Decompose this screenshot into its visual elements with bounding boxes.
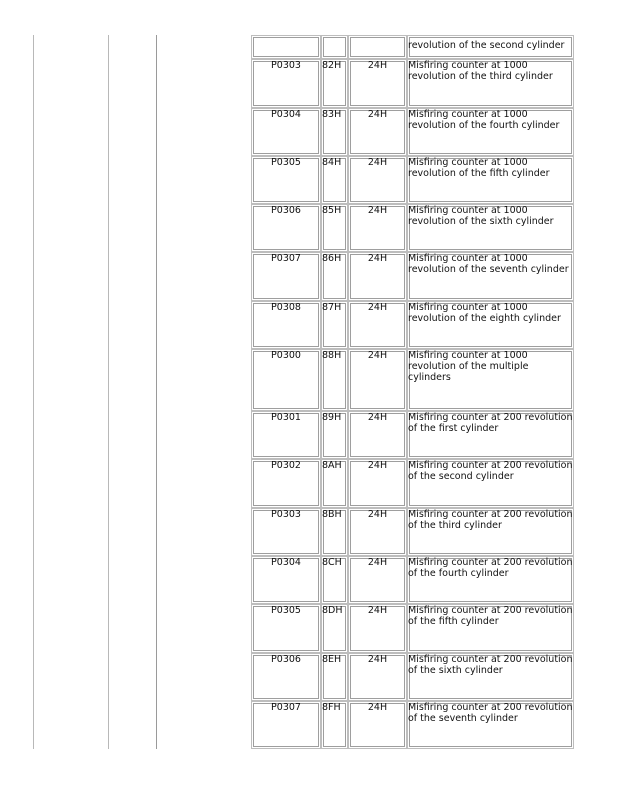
description-cell: Misfiring counter at 1000 revolution of the third cylinder xyxy=(407,59,574,108)
table-row xyxy=(33,653,574,701)
value-cell: 24H xyxy=(348,459,407,508)
code-cell: P0304 xyxy=(251,108,321,156)
value-cell: 24H xyxy=(348,108,407,156)
code-cell: P0303 xyxy=(251,59,321,108)
address-cell: 8AH xyxy=(321,459,348,508)
value-cell: 24H xyxy=(348,59,407,108)
code-cell: P0307 xyxy=(251,252,321,301)
description-cell: Misfiring counter at 1000 revolution of the eighth cylinder xyxy=(407,301,574,349)
value-cell: 24H xyxy=(348,701,407,749)
code-cell: P0306 xyxy=(251,653,321,701)
code-cell: P0302 xyxy=(251,459,321,508)
description-cell: Misfiring counter at 200 revolution of the first cylinder xyxy=(407,411,574,459)
code-cell: P0306 xyxy=(251,204,321,252)
description-cell: Misfiring counter at 1000 revolution of the sixth cylinder xyxy=(407,204,574,252)
value-cell: 24H xyxy=(348,508,407,556)
description-cell: Misfiring counter at 200 revolution of the sixth cylinder xyxy=(407,653,574,701)
address-cell: 82H xyxy=(321,59,348,108)
code-cell: P0305 xyxy=(251,156,321,204)
table-row xyxy=(33,252,574,301)
description-cell: Misfiring counter at 1000 revolution of the seventh cylinder xyxy=(407,252,574,301)
table-row xyxy=(33,701,574,749)
code-cell: P0305 xyxy=(251,604,321,653)
address-cell: 85H xyxy=(321,204,348,252)
value-cell: 24H xyxy=(348,204,407,252)
value-cell: 24H xyxy=(348,411,407,459)
code-cell: P0300 xyxy=(251,349,321,411)
table-row xyxy=(33,35,574,59)
table-row xyxy=(33,604,574,653)
value-cell: 24H xyxy=(348,349,407,411)
code-cell: P0308 xyxy=(251,301,321,349)
description-cell: Misfiring counter at 200 revolution of the fourth cylinder xyxy=(407,556,574,604)
description-cell: Misfiring counter at 200 revolution of the fifth cylinder xyxy=(407,604,574,653)
table-row xyxy=(33,508,574,556)
value-cell: 24H xyxy=(348,604,407,653)
table-row xyxy=(33,204,574,252)
table-row xyxy=(33,459,574,508)
description-cell: revolution of the second cylinder xyxy=(407,35,574,59)
code-cell: P0304 xyxy=(251,556,321,604)
table-row xyxy=(33,556,574,604)
description-cell: Misfiring counter at 1000 revolution of the multiple cylinders xyxy=(407,349,574,411)
address-cell: 87H xyxy=(321,301,348,349)
value-cell: 24H xyxy=(348,653,407,701)
code-cell: P0303 xyxy=(251,508,321,556)
description-cell: Misfiring counter at 200 revolution of the seventh cylinder xyxy=(407,701,574,749)
address-cell: 84H xyxy=(321,156,348,204)
address-cell: 8BH xyxy=(321,508,348,556)
code-cell: P0307 xyxy=(251,701,321,749)
address-cell: 8DH xyxy=(321,604,348,653)
table-row xyxy=(33,156,574,204)
value-cell: 24H xyxy=(348,252,407,301)
address-cell: 83H xyxy=(321,108,348,156)
table-row xyxy=(33,108,574,156)
table-row xyxy=(33,301,574,349)
code-cell: P0301 xyxy=(251,411,321,459)
table-row xyxy=(33,59,574,108)
address-cell: 8CH xyxy=(321,556,348,604)
table-row xyxy=(33,349,574,411)
value-cell: 24H xyxy=(348,556,407,604)
description-cell: Misfiring counter at 1000 revolution of the fourth cylinder xyxy=(407,108,574,156)
address-cell: 86H xyxy=(321,252,348,301)
address-cell: 89H xyxy=(321,411,348,459)
description-cell: Misfiring counter at 200 revolution of the second cylinder xyxy=(407,459,574,508)
diagnostic-code-table xyxy=(33,35,574,749)
address-cell: 88H xyxy=(321,349,348,411)
table-row xyxy=(33,411,574,459)
description-cell: Misfiring counter at 1000 revolution of the fifth cylinder xyxy=(407,156,574,204)
description-cell: Misfiring counter at 200 revolution of the third cylinder xyxy=(407,508,574,556)
value-cell: 24H xyxy=(348,156,407,204)
address-cell: 8EH xyxy=(321,653,348,701)
address-cell: 8FH xyxy=(321,701,348,749)
value-cell: 24H xyxy=(348,301,407,349)
